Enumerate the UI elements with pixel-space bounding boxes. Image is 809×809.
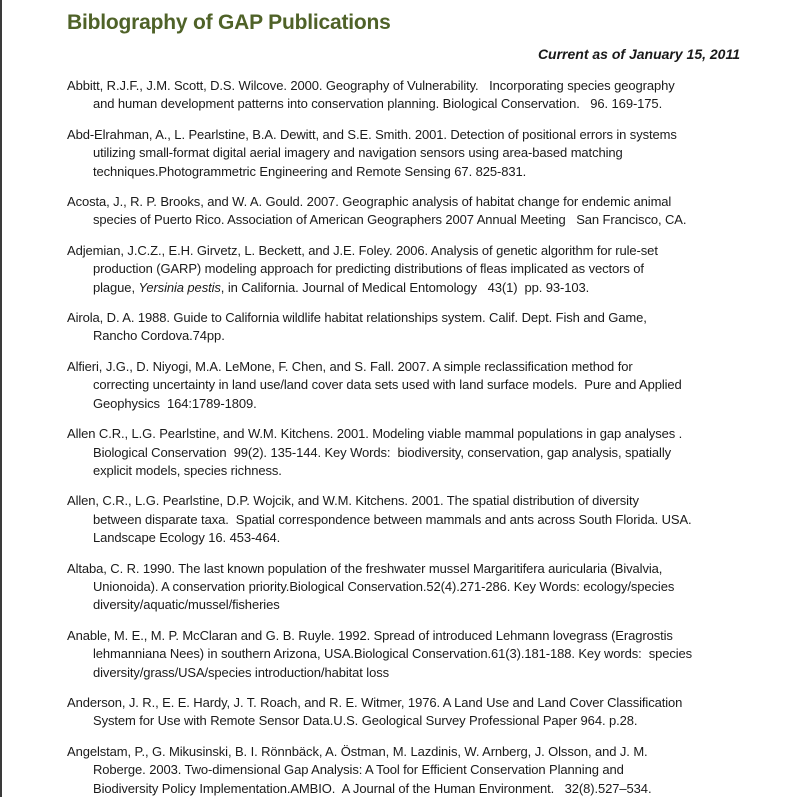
bibliography-entry <box>67 126 740 181</box>
species-name-italic: Yersinia pestis <box>138 279 221 295</box>
entry-line: techniques.Photogrammetric Engineering and Remote Sensing 67. 825-831. <box>93 163 527 179</box>
entry-line: utilizing small-format digital aerial imagery and navigation sensors using area-based matching <box>93 145 623 161</box>
entry-line-segment: plague, <box>93 279 139 295</box>
entry-line: lehmanniana Nees) in southern Arizona, USA.Biological Conservation.61(3).181-188. Key words: species <box>93 646 693 662</box>
entry-line: Allen, C.R., L.G. Pearlstine, D.P. Wojcik, and W.M. Kitchens. 2001. The spatial distribution of diversity <box>67 493 639 509</box>
entry-line: Landscape Ecology 16. 453-464. <box>93 530 281 546</box>
bibliography-entry <box>67 694 740 731</box>
entry-line: between disparate taxa. Spatial correspondence between mammals and ants across South Florida. USA. <box>93 511 692 527</box>
entry-line: Adjemian, J.C.Z., E.H. Girvetz, L. Beckett, and J.E. Foley. 2006. Analysis of genetic algorithm for rule-set <box>67 242 658 258</box>
entry-line: Roberge. 2003. Two-dimensional Gap Analysis: A Tool for Efficient Conservation Planning and <box>93 762 624 778</box>
entry-line: Abd-Elrahman, A., L. Pearlstine, B.A. Dewitt, and S.E. Smith. 2001. Detection of positional errors in systems <box>67 126 677 142</box>
date-note: Current as of January 15, 2011 <box>537 46 740 62</box>
entry-line: Abbitt, R.J.F., J.M. Scott, D.S. Wilcove. 2000. Geography of Vulnerability. Incorporating species geography <box>67 78 675 93</box>
bibliography-entry <box>67 77 740 114</box>
entry-line: diversity/aquatic/mussel/fisheries <box>93 597 280 613</box>
bibliography-list <box>67 77 740 798</box>
entry-line: Biodiversity Policy Implementation.AMBIO. A Journal of the Human Environment. 32(8).527–534. <box>93 780 652 796</box>
bibliography-entry <box>67 425 740 480</box>
entry-line: Airola, D. A. 1988. Guide to California wildlife habitat relationships system. Calif. Dept. Fish and Game, <box>67 310 647 326</box>
bibliography-entry <box>67 627 740 682</box>
bibliography-entry <box>67 743 740 798</box>
entry-line: correcting uncertainty in land use/land cover data sets used with land surface models. Pure and Applied <box>93 377 682 393</box>
entry-line-segment: , in California. Journal of Medical Entomology 43(1) pp. 93-103. <box>220 279 590 295</box>
entry-line: Anable, M. E., M. P. McClaran and G. B. Ruyle. 1992. Spread of introduced Lehmann lovegrass (Eragrostis <box>67 627 673 643</box>
entry-line: Biological Conservation 99(2). 135-144. Key Words: biodiversity, conservation, gap analysis, spatially <box>93 444 672 460</box>
bibliography-entry <box>67 560 740 615</box>
entry-line: and human development patterns into conservation planning. Biological Conservation. 96. 169-175. <box>93 96 663 112</box>
entry-line: diversity/grass/USA/species introduction/habitat loss <box>93 664 390 680</box>
entry-line: explicit models, species richness. <box>93 462 282 478</box>
page-left-edge-border <box>0 0 2 797</box>
entry-line: Altaba, C. R. 1990. The last known population of the freshwater mussel Margaritifera auricularia (Bivalvia, <box>67 560 663 576</box>
bibliography-entry <box>67 193 740 230</box>
entry-line: Allen C.R., L.G. Pearlstine, and W.M. Kitchens. 2001. Modeling viable mammal populations in gap analyses . <box>67 426 683 442</box>
bibliography-entry <box>67 358 740 413</box>
entry-line: production (GARP) modeling approach for predicting distributions of fleas implicated as vectors of <box>93 261 644 277</box>
bibliography-entry <box>67 492 740 547</box>
page-title: Biblography of GAP Publications <box>67 11 391 34</box>
entry-line: Angelstam, P., G. Mikusinski, B. I. Rönnbäck, A. Östman, M. Lazdinis, W. Arnberg, J. Olsson, and J. M. <box>67 743 648 759</box>
entry-line: Alfieri, J.G., D. Niyogi, M.A. LeMone, F. Chen, and S. Fall. 2007. A simple reclassification method for <box>67 358 633 374</box>
entry-line: species of Puerto Rico. Association of American Geographers 2007 Annual Meeting San Francisco, CA. <box>93 212 687 228</box>
entry-line <box>67 279 740 297</box>
entry-line: Unionoida). A conservation priority.Biological Conservation.52(4).271-286. Key Words: ecology/species <box>93 578 675 594</box>
bibliography-entry <box>67 242 740 297</box>
entry-line: Geophysics 164:1789-1809. <box>93 395 257 411</box>
bibliography-entry <box>67 309 740 346</box>
entry-line: Acosta, J., R. P. Brooks, and W. A. Gould. 2007. Geographic analysis of habitat change for endemic animal <box>67 194 672 210</box>
entry-line: System for Use with Remote Sensor Data.U.S. Geological Survey Professional Paper 964. p.28. <box>93 713 638 729</box>
entry-line: Anderson, J. R., E. E. Hardy, J. T. Roach, and R. E. Witmer, 1976. A Land Use and Land Cover Classification <box>67 694 683 710</box>
entry-line: Rancho Cordova.74pp. <box>93 328 225 344</box>
